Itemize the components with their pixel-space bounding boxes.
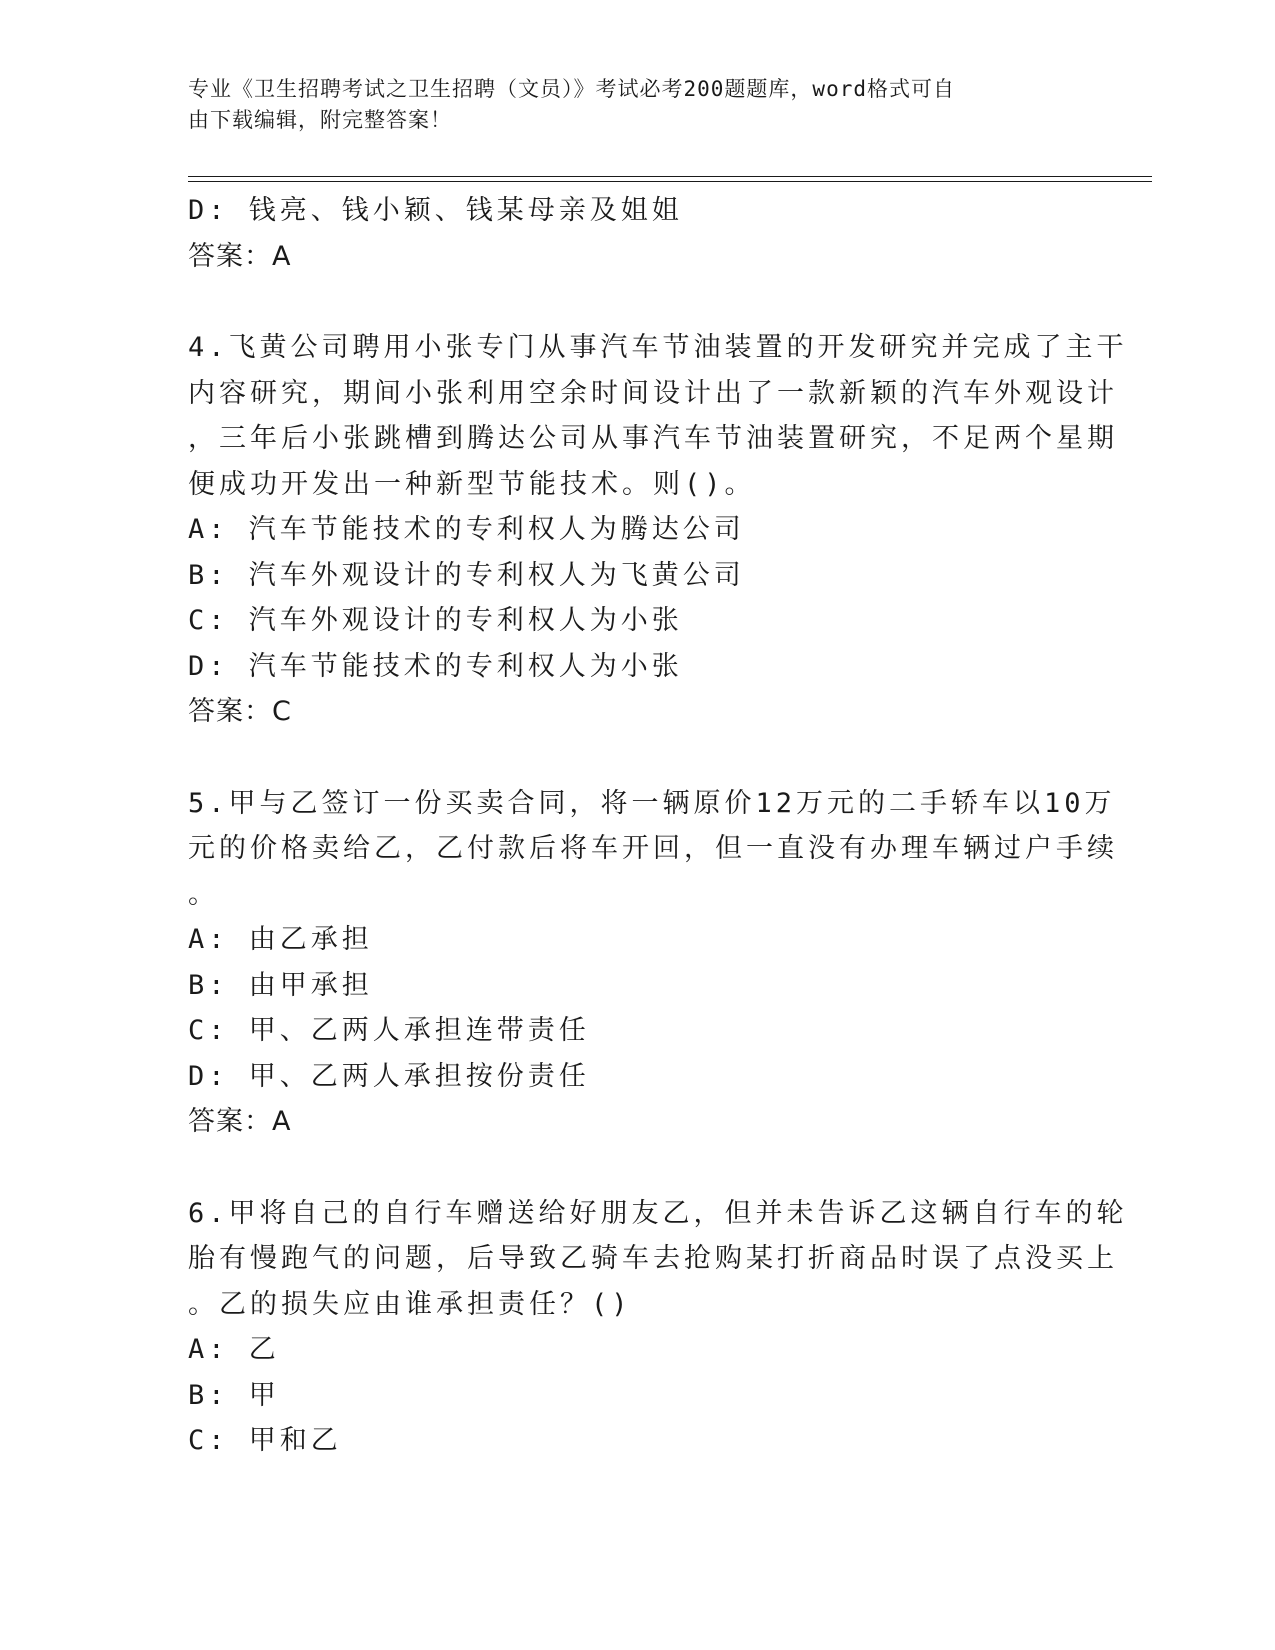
question-5-option-d: D: 甲、乙两人承担按份责任 — [188, 1060, 590, 1092]
document-header — [188, 74, 1068, 136]
question-4-option-b: B: 汽车外观设计的专利权人为飞黄公司 — [188, 559, 745, 591]
question-4-option-c: C: 汽车外观设计的专利权人为小张 — [188, 605, 683, 636]
spacer — [188, 1145, 1068, 1191]
question-6-option-b: B: 甲 — [188, 1379, 280, 1411]
question-5-option-b: B: 由甲承担 — [188, 969, 373, 1001]
header-line-2: 由下载编辑，附完整答案！ — [188, 108, 452, 132]
prev-option-d: D: 钱亮、钱小颖、钱某母亲及姐姐 — [188, 195, 683, 226]
question-4-text-line: 4.飞黄公司聘用小张专门从事汽车节油装置的开发研究并完成了主干 — [188, 332, 1128, 363]
question-5-answer: 答案：A — [188, 1106, 292, 1137]
question-4-option-a: A: 汽车节能技术的专利权人为腾达公司 — [188, 514, 745, 545]
question-6-text-line: 6.甲将自己的自行车赠送给好朋友乙，但并未告诉乙这辆自行车的轮 — [188, 1197, 1128, 1229]
question-list — [188, 188, 1128, 1464]
question-4-text-line: 内容研究，期间小张利用空余时间设计出了一款新颖的汽车外观设计 — [188, 377, 1118, 409]
question-5-option-a: A: 由乙承担 — [188, 924, 373, 955]
header-divider-bottom — [188, 181, 1152, 182]
prev-answer: 答案：A — [188, 240, 292, 272]
question-5-option-c: C: 甲、乙两人承担连带责任 — [188, 1015, 590, 1046]
question-5 — [188, 781, 1118, 1145]
spacer — [188, 279, 1068, 325]
question-6-option-a: A: 乙 — [188, 1334, 280, 1365]
question-6-option-c: C: 甲和乙 — [188, 1425, 342, 1456]
spacer — [188, 735, 1068, 781]
question-4 — [188, 325, 1128, 735]
question-4-answer: 答案：C — [188, 696, 292, 727]
question-6 — [188, 1191, 1128, 1464]
question-6-text-line: 胎有慢跑气的问题，后导致乙骑车去抢购某打折商品时误了点没买上 — [188, 1243, 1118, 1274]
question-4-option-d: D: 汽车节能技术的专利权人为小张 — [188, 650, 683, 682]
question-4-text-line: ，三年后小张跳槽到腾达公司从事汽车节油装置研究，不足两个星期 — [188, 423, 1118, 454]
question-6-text-line: 。乙的损失应由谁承担责任？() — [188, 1288, 632, 1320]
question-4-text-line: 便成功开发出一种新型节能技术。则()。 — [188, 468, 756, 500]
question-5-text-line: 元的价格卖给乙，乙付款后将车开回，但一直没有办理车辆过户手续 — [188, 833, 1118, 864]
header-line-1: 专业《卫生招聘考试之卫生招聘（文员）》考试必考200题题库，word格式可自 — [188, 77, 955, 101]
question-5-text-line: 。 — [188, 878, 219, 910]
question-5-text-line: 5.甲与乙签订一份买卖合同，将一辆原价12万元的二手轿车以10万 — [188, 787, 1116, 819]
header-divider-top — [188, 176, 1152, 177]
